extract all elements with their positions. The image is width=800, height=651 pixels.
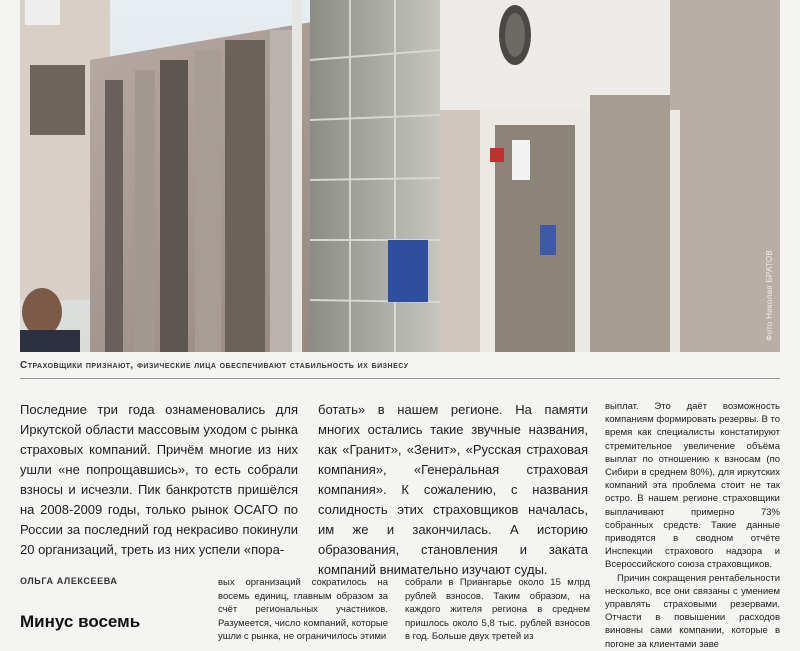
article-paragraph: Причин сокращения рентабельности несколько, все они связаны с умением управлять страховыми резервами. Отчасти в повышении расходов виновны сами компании, которые в погоне за клиентами заве: [605, 572, 780, 650]
article-photo: [20, 0, 780, 352]
section-heading: Минус восемь: [20, 612, 141, 631]
photo-caption: Страховщики признают, физические лица обеспечивают стабильность их бизнесу: [20, 360, 409, 371]
article-column-3: [605, 400, 780, 651]
caption-divider: [20, 378, 780, 379]
article-small-column-2: собрали в Приангарье около 15 млрд рублей взносов. Таким образом, на каждого жителя региона в среднем пришлось около 5,8 тыс. рублей взносов в год. Больше двух третей из: [405, 577, 590, 642]
author-byline: ОЛЬГА АЛЕКСЕЕВА: [20, 576, 118, 586]
article-column-1: [20, 400, 298, 560]
article-paragraph: выплат. Это даёт возможность компаниям формировать резервы. В то время как специалисты констатируют стремительное увеличение объёма выплат по отношению к взносам (по Сибири в среднем 80%), для иркутских компаний эта проблема стоит не так остро. В нашем регионе страховщики выплачивают примерно 73% собранных средств. Такие данные приводятся в сводном отчёте Инспекции страхового надзора и Всероссийского союза страховщиков.: [605, 401, 780, 571]
article-small-column-1: вых организаций сократилось на восемь единиц, главным образом за счёт региональных участников. Разумеется, число компаний, которые ушли с рынка, не ограничилось этими: [218, 577, 388, 642]
building-facade-image: [20, 0, 780, 352]
article-paragraph: ботать» в нашем регионе. На памяти многих остались такие звучные названия, как «Гранит», «Зенит», «Русская страховая компания», «Генеральная страховая компания». К сожалению, с названия солидность этих страховщиков началась, им же и закончилась. А историю образования, становления и заката компаний внимательно изучают суды.: [318, 402, 588, 577]
article-column-2: [318, 400, 588, 580]
photo-credit: Фото Николая БРАТОВ: [765, 250, 774, 341]
article-paragraph: Последние три года ознаменовались для Иркутской области массовым уходом с рынка страховых компаний. Причём многие из них ушли «не попрощавшись», то есть собрали взносы и исчезли. Пик банкротств пришёлся на 2008-2009 годы, только рынок ОСАГО по России за последний год некрасиво покинули 20 организаций, треть из них успели «пора-: [20, 402, 298, 557]
